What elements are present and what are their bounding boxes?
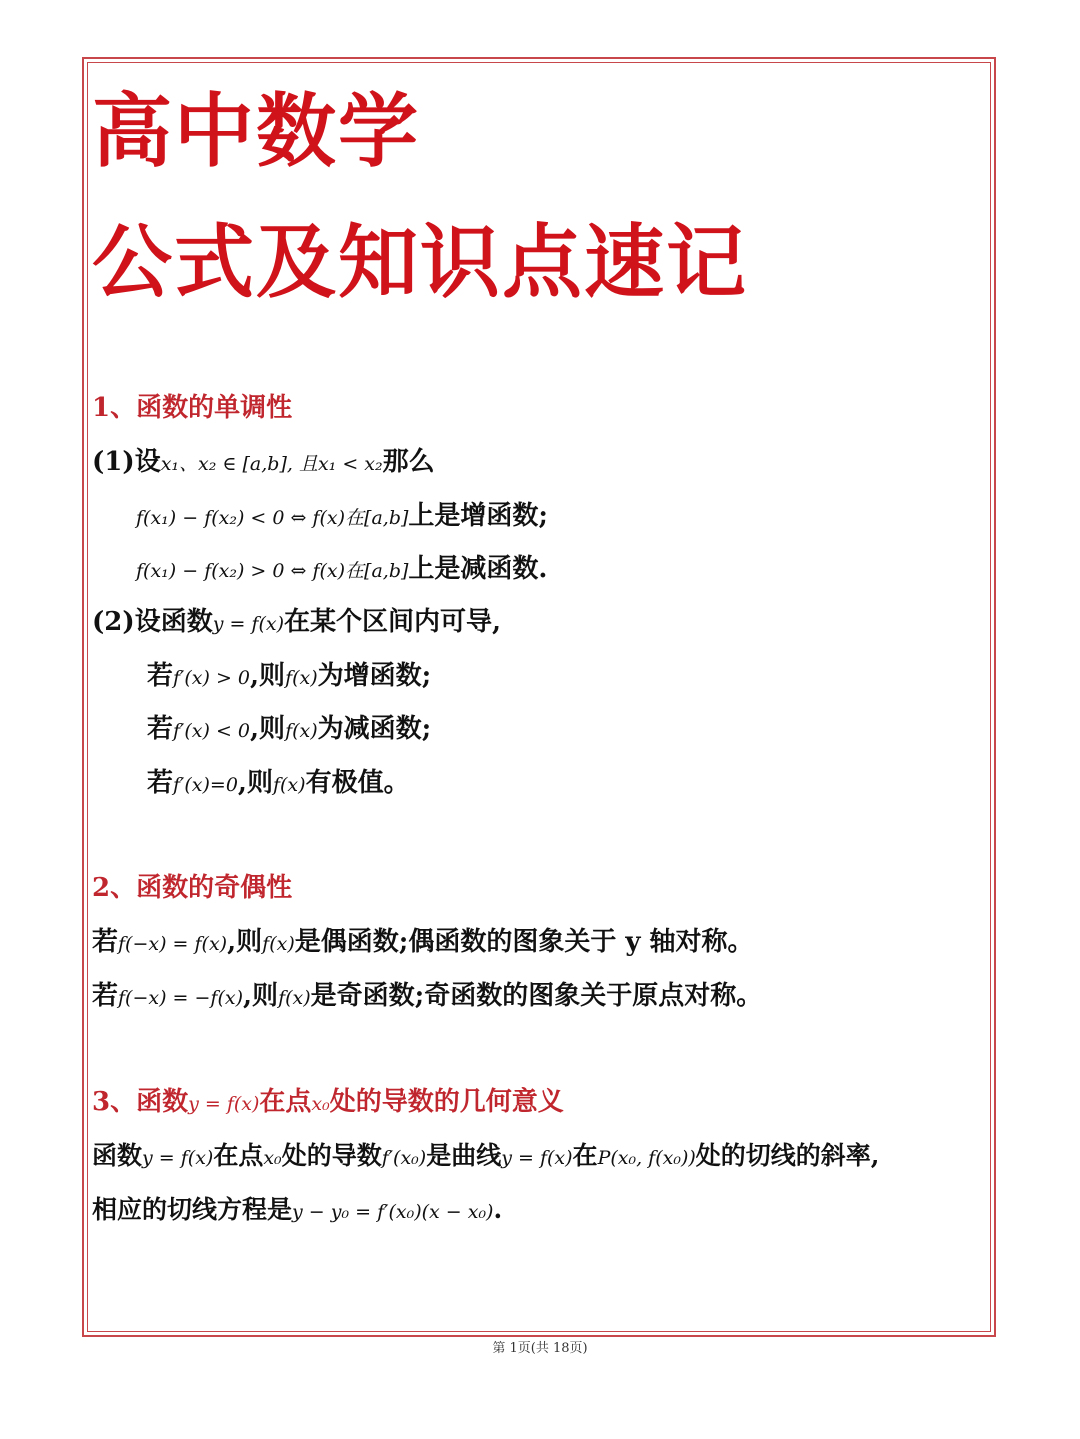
text: (1)设 bbox=[92, 447, 161, 477]
formula: f′(x) < 0 bbox=[173, 720, 250, 742]
section1-p1b bbox=[136, 556, 547, 582]
text: 为增函数; bbox=[317, 661, 432, 691]
section3-p2 bbox=[92, 1197, 502, 1222]
formula: x₀ bbox=[311, 1093, 330, 1115]
text: 上是减函数. bbox=[408, 554, 548, 584]
section1-p1 bbox=[92, 449, 435, 475]
formula: f′(x)=0 bbox=[173, 774, 238, 796]
formula: f(x) bbox=[262, 933, 295, 955]
page-number-footer: 第 1页(共 18页) bbox=[492, 1341, 588, 1356]
text: 处的导数的几何意义 bbox=[329, 1087, 564, 1117]
formula: y = f(x) bbox=[142, 1147, 214, 1169]
text: 上是增函数; bbox=[408, 501, 549, 531]
text: 若 bbox=[147, 714, 174, 744]
section1-heading: 1、函数的单调性 bbox=[92, 393, 293, 423]
section1-p2 bbox=[92, 609, 501, 635]
text: ,则 bbox=[243, 981, 279, 1011]
text: 是曲线 bbox=[426, 1141, 502, 1170]
text: 在某个区间内可导, bbox=[284, 607, 502, 637]
formula: x₀ bbox=[263, 1147, 282, 1169]
formula: f(x₁) − f(x₂) > 0 ⇔ f(x)在[a,b] bbox=[136, 560, 409, 582]
text: ,则 bbox=[237, 768, 273, 798]
text: 若 bbox=[92, 981, 119, 1011]
text: 函数 bbox=[92, 1141, 143, 1170]
text: 是奇函数;奇函数的图象关于原点对称。 bbox=[310, 981, 763, 1011]
formula: y = f(x) bbox=[501, 1147, 573, 1169]
section3-p1 bbox=[92, 1143, 880, 1168]
text: ,则 bbox=[227, 927, 263, 957]
formula: y − y₀ = f′(x₀)(x − x₀) bbox=[292, 1201, 494, 1223]
text: 相应的切线方程是 bbox=[92, 1195, 293, 1224]
formula: f(−x) = −f(x) bbox=[118, 987, 243, 1009]
text: 处的切线的斜率, bbox=[695, 1141, 880, 1170]
formula: x₁、x₂ ∈ [a,b], 且x₁ < x₂ bbox=[160, 453, 383, 475]
text: ,则 bbox=[250, 661, 286, 691]
formula: f(−x) = f(x) bbox=[118, 933, 228, 955]
formula: f(x) bbox=[272, 774, 306, 796]
section1-p2a bbox=[147, 663, 431, 689]
formula: f′(x) > 0 bbox=[173, 667, 250, 689]
text: 那么 bbox=[382, 447, 435, 477]
formula: f′(x₀) bbox=[381, 1147, 427, 1169]
section3-heading bbox=[92, 1089, 564, 1115]
section1-p2c bbox=[147, 770, 410, 796]
text: 处的导数 bbox=[281, 1141, 382, 1170]
text: 若 bbox=[147, 661, 174, 691]
main-title-line2: 公式及知识点速记 bbox=[92, 216, 748, 309]
formula: f(x) bbox=[285, 720, 318, 742]
section1-p2b bbox=[147, 716, 431, 742]
text: ,则 bbox=[250, 714, 286, 744]
section1-p1a bbox=[136, 503, 548, 529]
text: 若 bbox=[92, 927, 119, 957]
text: 在 bbox=[572, 1141, 598, 1170]
formula: f(x) bbox=[285, 667, 318, 689]
section2-p1 bbox=[92, 929, 754, 955]
formula: f(x) bbox=[278, 987, 311, 1009]
section2-heading: 2、函数的奇偶性 bbox=[92, 873, 293, 903]
formula: f(x₁) − f(x₂) < 0 ⇔ f(x)在[a,b] bbox=[136, 507, 409, 529]
text: 在点 bbox=[259, 1087, 312, 1117]
text: 在点 bbox=[213, 1141, 264, 1170]
text: 是偶函数;偶函数的图象关于 y 轴对称。 bbox=[294, 927, 754, 957]
main-title-line1: 高中数学 bbox=[92, 85, 420, 178]
formula: y = f(x) bbox=[188, 1093, 260, 1115]
text: (2)设函数 bbox=[92, 607, 213, 637]
text: 有极值。 bbox=[305, 768, 410, 798]
formula: y = f(x) bbox=[212, 613, 285, 635]
text: 3、函数 bbox=[92, 1087, 189, 1117]
text: 为减函数; bbox=[317, 714, 432, 744]
text: 若 bbox=[147, 768, 174, 798]
text: . bbox=[493, 1195, 503, 1224]
section2-p2 bbox=[92, 983, 762, 1009]
formula: P(x₀, f(x₀)) bbox=[597, 1147, 696, 1169]
